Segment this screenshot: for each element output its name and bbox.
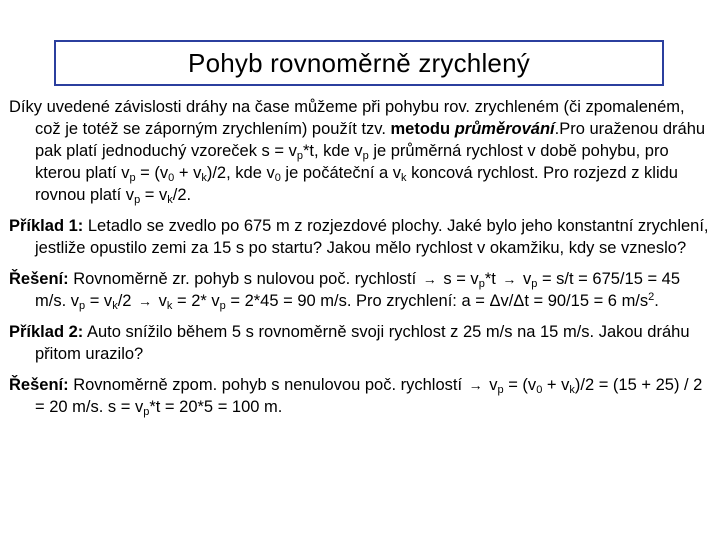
solution-1-text: . [654, 292, 659, 310]
solution-2-text: = (v [503, 376, 537, 394]
subscript: p [362, 150, 369, 162]
intro-paragraph [9, 96, 711, 206]
intro-text: Díky uvedené závislosti dráhy na čase můžeme při pohybu rov. zrychleném (či zpomaleném, což je totéž se záporným zrychlením) použít tzv. [9, 98, 685, 138]
intro-bold-term: metodu [390, 120, 451, 138]
intro-text: )/2, kde v [206, 164, 275, 182]
example-1-label [9, 217, 83, 235]
solution-2-text: *t = 20*5 = 100 m. [149, 398, 283, 416]
subscript: k [166, 300, 173, 312]
subscript: p [478, 278, 485, 290]
intro-text: *t, kde v [302, 142, 363, 160]
solution-2-text: )/2 = (15 + 25) / 2 = 20 m/s. s = v [35, 376, 703, 416]
solution-1-text: = s/t = 675/15 = 45 m/s. v [35, 270, 681, 310]
solution-1-paragraph [9, 268, 711, 312]
intro-text: + v [174, 164, 202, 182]
slide-title: Pohyb rovnoměrně zrychlený [188, 47, 530, 78]
solution-1-text: v [518, 270, 532, 288]
label-colon: : [77, 323, 84, 341]
example-2-label [9, 323, 83, 341]
intro-text: .Pro uraženou dráhu pak platí jednoduchý vzoreček s = v [35, 120, 706, 160]
intro-text: /2. [172, 186, 192, 204]
slide-content [9, 96, 711, 418]
solution-2-paragraph [9, 374, 711, 418]
example-1-text: Letadlo se zvedlo po 675 m z rozjezdové plochy. Jaké bylo jeho konstantní zrychlení, jestliže opustilo zemi za 15 s po startu? Jakou mělo rychlost v okamžiku, kdy se vzneslo? [35, 217, 709, 257]
right-arrow-icon: → [422, 271, 437, 287]
subscript: p [497, 384, 504, 396]
intro-text: je průměrná rychlost v době pohybu, pro kterou platí v [35, 142, 669, 182]
right-arrow-icon: → [468, 377, 483, 393]
solution-1-label [9, 270, 69, 288]
label-colon: : [77, 217, 84, 235]
subscript: k [112, 300, 118, 312]
example-1-label-text: Příklad 1 [9, 217, 78, 235]
subscript: 0 [274, 172, 281, 184]
label-colon: : [63, 270, 69, 288]
subscript: 0 [536, 384, 543, 396]
intro-bold-italic-term: průměrování [454, 120, 555, 138]
subscript: p [143, 406, 150, 418]
solution-2-text: Rovnoměrně zpom. pohyb s nenulovou poč. rychlostí [68, 376, 467, 394]
subscript: p [129, 172, 136, 184]
solution-1-text: Rovnoměrně zr. pohyb s nulovou poč. rychlostí [68, 270, 421, 288]
example-2-label-text: Příklad 2 [9, 323, 78, 341]
subscript: k [401, 172, 407, 184]
example-2-paragraph [9, 321, 711, 365]
solution-1-label-text: Řešení [9, 270, 64, 288]
intro-text: je počáteční a v [280, 164, 402, 182]
solution-1-text: *t [484, 270, 501, 288]
right-arrow-icon: → [502, 271, 517, 287]
subscript: k [569, 384, 575, 396]
subscript: k [201, 172, 207, 184]
subscript: k [167, 194, 173, 206]
subscript: 0 [168, 172, 175, 184]
intro-text: = (v [135, 164, 169, 182]
label-colon: : [63, 376, 69, 394]
solution-1-text: /2 [117, 292, 137, 310]
subscript: p [531, 278, 538, 290]
subscript: p [219, 300, 226, 312]
solution-2-text: v [484, 376, 498, 394]
title-box [54, 40, 664, 86]
solution-1-text: = 2* v [172, 292, 220, 310]
example-2-text: Auto snížilo během 5 s rovnoměrně svoji rychlost z 25 m/s na 15 m/s. Jakou dráhu přitom urazilo? [35, 323, 690, 363]
right-arrow-icon: → [138, 293, 153, 309]
example-1-paragraph [9, 215, 711, 259]
solution-1-text: v [154, 292, 167, 310]
subscript: p [79, 300, 86, 312]
intro-text: = v [140, 186, 168, 204]
solution-2-label-text: Řešení [9, 376, 64, 394]
subscript: p [134, 194, 141, 206]
intro-text: koncová rychlost. Pro rozjezd z klidu rovnou platí v [35, 164, 678, 204]
solution-2-label [9, 376, 69, 394]
solution-1-text: = 2*45 = 90 m/s. Pro zrychlení: a = Δv/Δt = 90/15 = 6 m/s [225, 292, 649, 310]
solution-1-text: = v [85, 292, 113, 310]
solution-1-text: s = v [438, 270, 479, 288]
solution-2-text: + v [542, 376, 570, 394]
subscript: p [296, 150, 303, 162]
superscript: 2 [648, 291, 655, 303]
